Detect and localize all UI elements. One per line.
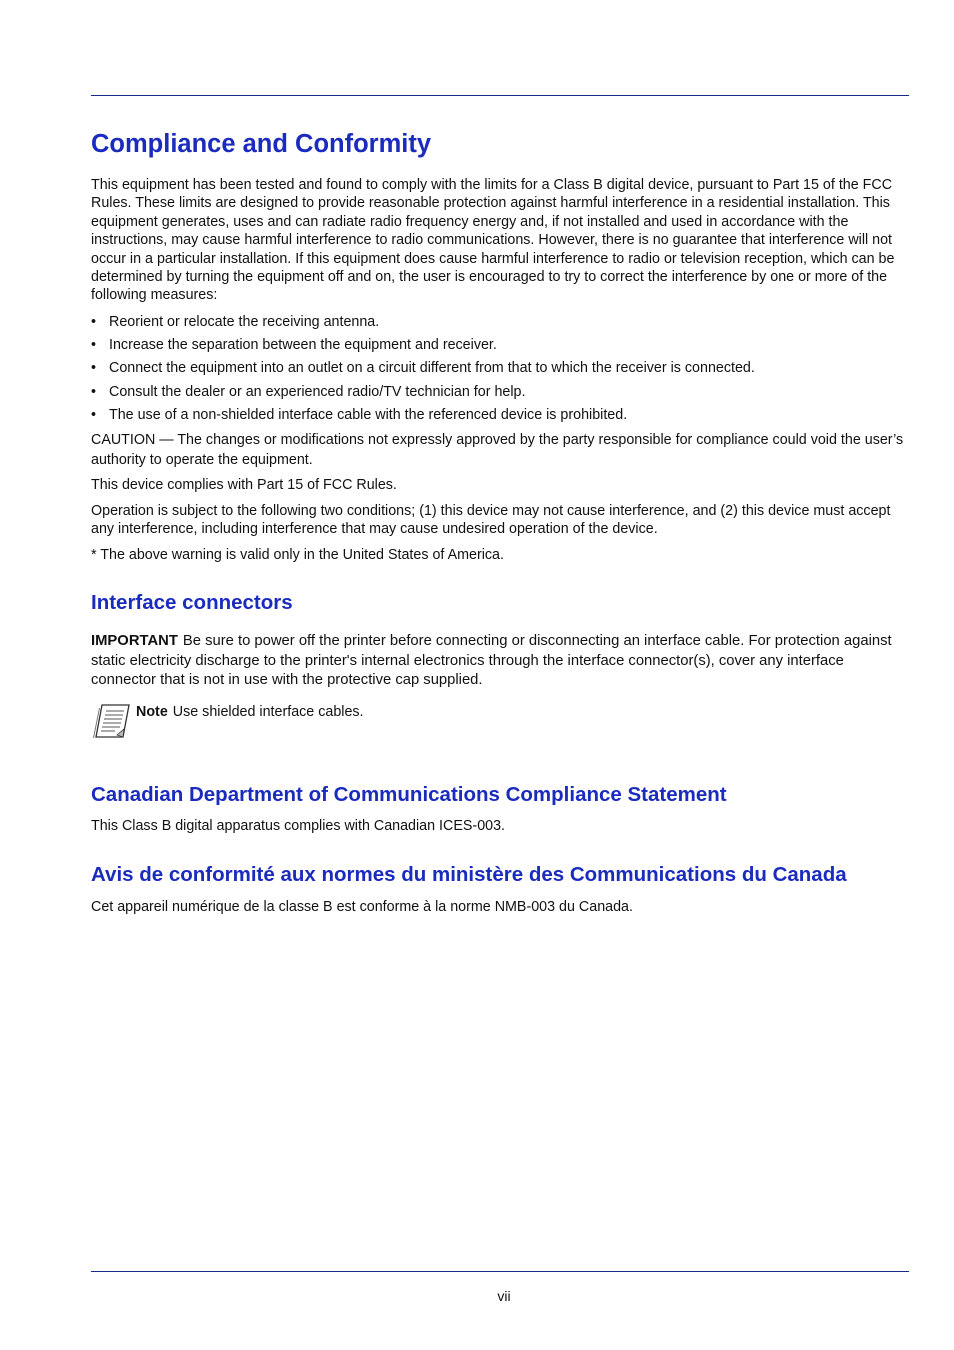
important-text: Be sure to power off the printer before connecting or disconnecting an interface cable. For protection against static electricity discharge to the printer's internal electronics through the interface connector(s), cover any interface connector that is not in use with the protective cap supplied. [91,633,892,689]
fcc-statement: This device complies with Part 15 of FCC Rules. [91,477,397,494]
page-number: vii [497,1288,511,1304]
interface-connectors-heading: Interface connectors [91,591,293,615]
page-title: Compliance and Conformity [91,130,432,158]
list-item: • Consult the dealer or an experienced radio/TV technician for help. [91,383,526,400]
note-callout [91,703,909,739]
note-text: Use shielded interface cables. [172,703,364,720]
bullet: • [91,337,97,354]
note-icon [91,703,131,739]
measures-list [91,313,909,425]
page-content [91,124,909,917]
note-label: Note [136,703,168,720]
footer-rule [91,1271,909,1272]
bullet: • [91,407,97,424]
bullet: • [91,360,97,377]
canadian-compliance-text: This Class B digital apparatus complies with Canadian ICES-003. [91,817,506,834]
list-item: • Connect the equipment into an outlet on a circuit different from that to which the receiver is connected. [91,360,755,377]
header-rule [91,95,909,96]
caution-paragraph: CAUTION — The changes or modifications not expressly approved by the party responsible for compliance could void the user’s authority to operate the equipment. [91,432,904,469]
bullet: • [91,313,97,330]
operation-conditions: Operation is subject to the following two conditions; (1) this device may not cause interference, and (2) this device must accept any interference, including interference that may cause undesired operation of the device. [91,502,891,538]
important-paragraph [91,632,909,691]
us-warning-note: * The above warning is valid only in the United States of America. [91,546,504,563]
note-paragraph [136,703,364,721]
list-item: • Increase the separation between the equipment and receiver. [91,337,497,354]
avis-conformite-text: Cet appareil numérique de la classe B est conforme à la norme NMB-003 du Canada. [91,899,633,916]
bullet: • [91,383,97,400]
important-label: IMPORTANT [91,633,178,650]
list-item: • Reorient or relocate the receiving antenna. [91,313,380,330]
fcc-intro-paragraph: This equipment has been tested and found to comply with the limits for a Class B digital device, pursuant to Part 15 of the FCC Rules. These limits are designed to provide reasonable protection against harmful interference in a residential installation. This equipment generates, uses and can radiate radio frequency energy and, if not installed and used in accordance with the instructions, may cause harmful interference to radio communications. However, there is no guarantee that interference will not occur in a particular installation. If this equipment does cause harmful interference to radio or television reception, which can be determined by turning the equipment off and on, the user is encouraged to try to correct the interference by one or more of the following measures: [91,177,895,304]
list-item: • The use of a non-shielded interface cable with the referenced device is prohibited. [91,407,628,424]
avis-conformite-heading: Avis de conformité aux normes du ministère des Communications du Canada [91,863,847,887]
canadian-compliance-heading: Canadian Department of Communications Compliance Statement [91,782,727,806]
